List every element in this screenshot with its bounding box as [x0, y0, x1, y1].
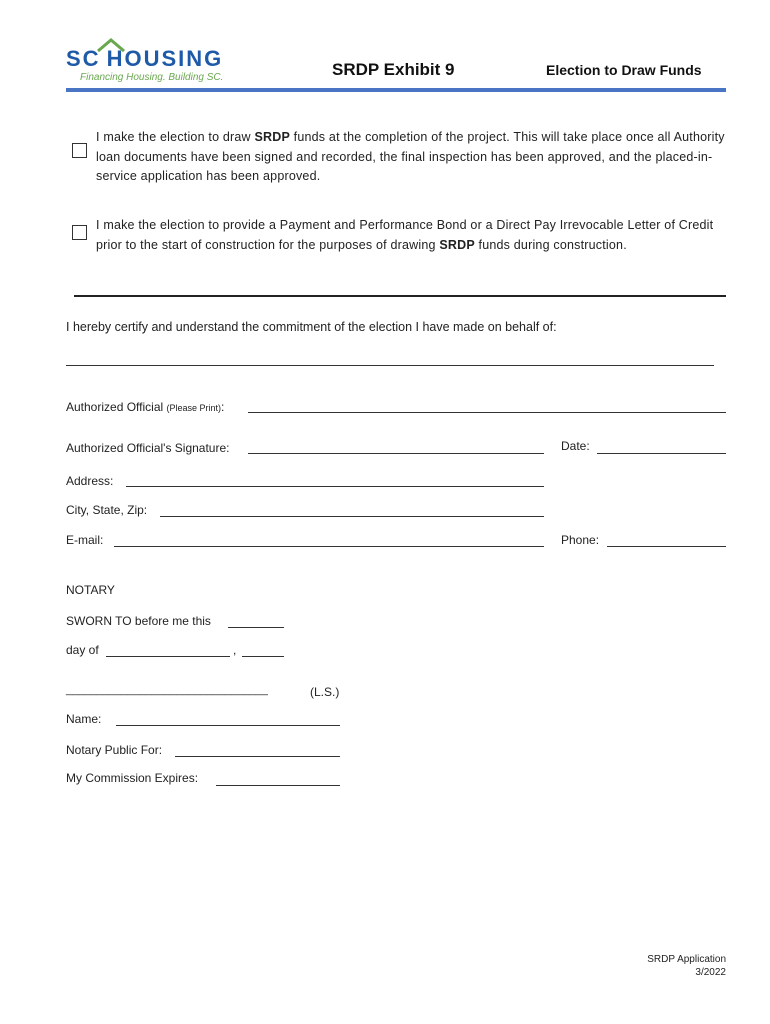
- header-rule: [66, 88, 726, 92]
- authorized-official-label: Authorized Official (Please Print):: [66, 400, 225, 414]
- certify-text: I hereby certify and understand the commitment of the election I have made on behalf of:: [66, 320, 557, 334]
- logo-wordmark: [66, 46, 223, 72]
- option-2-text: I make the election to provide a Payment and Performance Bond or a Direct Pay Irrevocable Letter of Credit prior to the start of construction for the purposes of drawing SRDP funds during construction.: [96, 218, 714, 252]
- notary-heading: NOTARY: [66, 583, 115, 597]
- logo-suffix: HOUSING: [106, 46, 224, 71]
- notary-name-field[interactable]: [116, 725, 340, 726]
- signature-label: Authorized Official's Signature:: [66, 441, 230, 455]
- address-label: Address:: [66, 474, 114, 488]
- notary-name-label: Name:: [66, 712, 102, 726]
- form-title: Election to Draw Funds: [546, 62, 702, 78]
- logo-prefix: SC: [66, 46, 101, 71]
- date-label: Date:: [561, 439, 590, 453]
- signature-field[interactable]: [248, 453, 544, 454]
- footer-date: 3/2022: [695, 967, 726, 978]
- logo-tagline: Financing Housing. Building SC.: [80, 72, 224, 83]
- day-of-year-field[interactable]: [242, 656, 284, 657]
- section-divider: [74, 295, 726, 297]
- commission-expires-field[interactable]: [216, 785, 340, 786]
- option-1-text: I make the election to draw SRDP funds at the completion of the project. This will take place once all Authority loan documents have been signed and recorded, the final inspection has been approved, and the placed-in-service application has been approved.: [96, 130, 725, 183]
- city-state-zip-field[interactable]: [160, 516, 544, 517]
- day-of-month-field[interactable]: [106, 656, 230, 657]
- authorized-official-field[interactable]: [248, 412, 726, 413]
- option-1-checkbox[interactable]: [72, 143, 87, 158]
- notary-public-for-label: Notary Public For:: [66, 743, 163, 757]
- sworn-day-field[interactable]: [228, 627, 284, 628]
- city-state-zip-label: City, State, Zip:: [66, 503, 148, 517]
- date-field[interactable]: [597, 453, 726, 454]
- address-field[interactable]: [126, 486, 544, 487]
- day-of-comma: ,: [233, 643, 237, 657]
- exhibit-title: SRDP Exhibit 9: [332, 60, 455, 79]
- option-2-checkbox[interactable]: [72, 225, 87, 240]
- footer-application: SRDP Application: [647, 954, 726, 965]
- sc-housing-logo: [66, 38, 236, 88]
- ls-label: (L.S.): [310, 685, 340, 699]
- sworn-label: SWORN TO before me this: [66, 614, 211, 628]
- day-of-label: day of: [66, 643, 99, 657]
- phone-label: Phone:: [561, 533, 600, 547]
- email-field[interactable]: [114, 546, 544, 547]
- phone-field[interactable]: [607, 546, 726, 547]
- footer: [647, 953, 726, 979]
- notary-public-for-field[interactable]: [175, 756, 340, 757]
- on-behalf-of-field[interactable]: [66, 365, 714, 366]
- ls-signature-line[interactable]: _________________________________: [66, 684, 268, 696]
- email-label: E-mail:: [66, 533, 104, 547]
- commission-expires-label: My Commission Expires:: [66, 771, 199, 785]
